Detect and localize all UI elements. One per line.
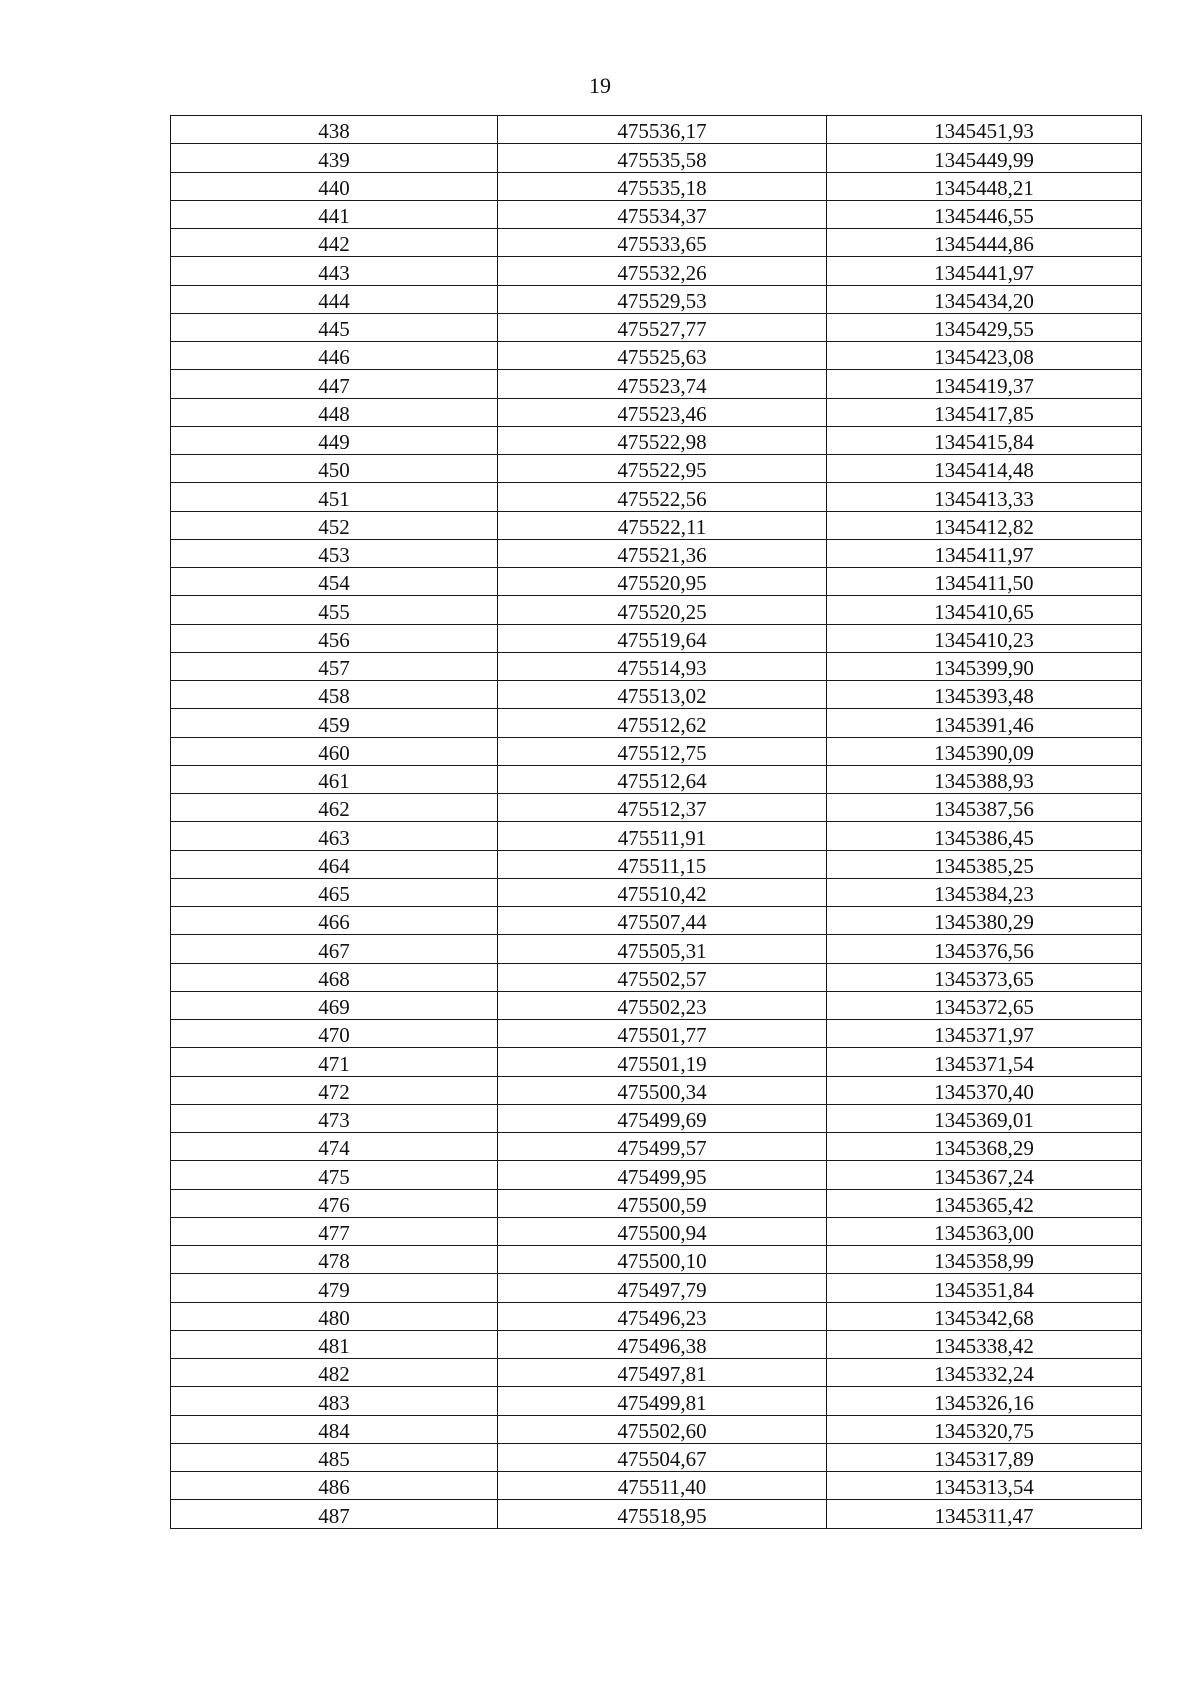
- x-coordinate-cell: 475525,63: [498, 342, 827, 370]
- x-coordinate-cell: 475536,17: [498, 116, 827, 144]
- y-coordinate-cell: 1345351,84: [827, 1274, 1142, 1302]
- point-number-cell: 469: [171, 991, 498, 1019]
- x-coordinate-cell: 475499,69: [498, 1104, 827, 1132]
- point-number-cell: 474: [171, 1133, 498, 1161]
- x-coordinate-cell: 475522,95: [498, 455, 827, 483]
- x-coordinate-cell: 475507,44: [498, 907, 827, 935]
- y-coordinate-cell: 1345449,99: [827, 144, 1142, 172]
- y-coordinate-cell: 1345390,09: [827, 737, 1142, 765]
- y-coordinate-cell: 1345419,37: [827, 370, 1142, 398]
- y-coordinate-cell: 1345367,24: [827, 1161, 1142, 1189]
- x-coordinate-cell: 475511,40: [498, 1472, 827, 1500]
- x-coordinate-cell: 475501,19: [498, 1048, 827, 1076]
- y-coordinate-cell: 1345358,99: [827, 1246, 1142, 1274]
- y-coordinate-cell: 1345342,68: [827, 1302, 1142, 1330]
- point-number-cell: 485: [171, 1443, 498, 1471]
- point-number-cell: 438: [171, 116, 498, 144]
- table-row: [171, 963, 1142, 991]
- table-row: [171, 1246, 1142, 1274]
- table-row: [171, 426, 1142, 454]
- y-coordinate-cell: 1345368,29: [827, 1133, 1142, 1161]
- x-coordinate-cell: 475522,11: [498, 511, 827, 539]
- y-coordinate-cell: 1345372,65: [827, 991, 1142, 1019]
- y-coordinate-cell: 1345370,40: [827, 1076, 1142, 1104]
- point-number-cell: 465: [171, 878, 498, 906]
- y-coordinate-cell: 1345386,45: [827, 822, 1142, 850]
- x-coordinate-cell: 475527,77: [498, 313, 827, 341]
- point-number-cell: 475: [171, 1161, 498, 1189]
- point-number-cell: 462: [171, 794, 498, 822]
- table-row: [171, 907, 1142, 935]
- point-number-cell: 487: [171, 1500, 498, 1528]
- table-row: [171, 1500, 1142, 1528]
- y-coordinate-cell: 1345388,93: [827, 765, 1142, 793]
- point-number-cell: 476: [171, 1189, 498, 1217]
- point-number-cell: 470: [171, 1020, 498, 1048]
- table-row: [171, 398, 1142, 426]
- y-coordinate-cell: 1345410,23: [827, 624, 1142, 652]
- x-coordinate-cell: 475497,79: [498, 1274, 827, 1302]
- point-number-cell: 460: [171, 737, 498, 765]
- table-row: [171, 313, 1142, 341]
- x-coordinate-cell: 475534,37: [498, 200, 827, 228]
- point-number-cell: 446: [171, 342, 498, 370]
- x-coordinate-cell: 475513,02: [498, 681, 827, 709]
- x-coordinate-cell: 475502,23: [498, 991, 827, 1019]
- point-number-cell: 444: [171, 285, 498, 313]
- y-coordinate-cell: 1345446,55: [827, 200, 1142, 228]
- table-row: [171, 1443, 1142, 1471]
- y-coordinate-cell: 1345413,33: [827, 483, 1142, 511]
- table-row: [171, 1415, 1142, 1443]
- y-coordinate-cell: 1345412,82: [827, 511, 1142, 539]
- point-number-cell: 463: [171, 822, 498, 850]
- y-coordinate-cell: 1345365,42: [827, 1189, 1142, 1217]
- table-row: [171, 935, 1142, 963]
- point-number-cell: 461: [171, 765, 498, 793]
- y-coordinate-cell: 1345384,23: [827, 878, 1142, 906]
- x-coordinate-cell: 475511,15: [498, 850, 827, 878]
- point-number-cell: 464: [171, 850, 498, 878]
- x-coordinate-cell: 475518,95: [498, 1500, 827, 1528]
- y-coordinate-cell: 1345434,20: [827, 285, 1142, 313]
- point-number-cell: 486: [171, 1472, 498, 1500]
- y-coordinate-cell: 1345391,46: [827, 709, 1142, 737]
- y-coordinate-cell: 1345448,21: [827, 172, 1142, 200]
- x-coordinate-cell: 475512,62: [498, 709, 827, 737]
- table-row: [171, 1359, 1142, 1387]
- y-coordinate-cell: 1345399,90: [827, 652, 1142, 680]
- y-coordinate-cell: 1345369,01: [827, 1104, 1142, 1132]
- y-coordinate-cell: 1345451,93: [827, 116, 1142, 144]
- point-number-cell: 455: [171, 596, 498, 624]
- table-row: [171, 285, 1142, 313]
- x-coordinate-cell: 475512,75: [498, 737, 827, 765]
- y-coordinate-cell: 1345311,47: [827, 1500, 1142, 1528]
- x-coordinate-cell: 475512,64: [498, 765, 827, 793]
- table-row: [171, 765, 1142, 793]
- x-coordinate-cell: 475520,95: [498, 568, 827, 596]
- x-coordinate-cell: 475511,91: [498, 822, 827, 850]
- x-coordinate-cell: 475505,31: [498, 935, 827, 963]
- y-coordinate-cell: 1345417,85: [827, 398, 1142, 426]
- y-coordinate-cell: 1345313,54: [827, 1472, 1142, 1500]
- point-number-cell: 442: [171, 229, 498, 257]
- point-number-cell: 454: [171, 568, 498, 596]
- table-row: [171, 737, 1142, 765]
- table-row: [171, 1189, 1142, 1217]
- y-coordinate-cell: 1345371,54: [827, 1048, 1142, 1076]
- point-number-cell: 451: [171, 483, 498, 511]
- point-number-cell: 440: [171, 172, 498, 200]
- page-number: 19: [589, 73, 611, 98]
- coordinates-table: [170, 115, 1142, 1529]
- y-coordinate-cell: 1345441,97: [827, 257, 1142, 285]
- x-coordinate-cell: 475512,37: [498, 794, 827, 822]
- table-row: [171, 794, 1142, 822]
- table-row: [171, 1133, 1142, 1161]
- x-coordinate-cell: 475502,57: [498, 963, 827, 991]
- y-coordinate-cell: 1345332,24: [827, 1359, 1142, 1387]
- x-coordinate-cell: 475500,94: [498, 1217, 827, 1245]
- y-coordinate-cell: 1345393,48: [827, 681, 1142, 709]
- table-row: [171, 596, 1142, 624]
- y-coordinate-cell: 1345423,08: [827, 342, 1142, 370]
- table-row: [171, 257, 1142, 285]
- table-row: [171, 652, 1142, 680]
- point-number-cell: 483: [171, 1387, 498, 1415]
- x-coordinate-cell: 475522,56: [498, 483, 827, 511]
- point-number-cell: 441: [171, 200, 498, 228]
- x-coordinate-cell: 475532,26: [498, 257, 827, 285]
- table-row: [171, 370, 1142, 398]
- point-number-cell: 459: [171, 709, 498, 737]
- point-number-cell: 472: [171, 1076, 498, 1104]
- point-number-cell: 450: [171, 455, 498, 483]
- table-row: [171, 1274, 1142, 1302]
- table-row: [171, 1217, 1142, 1245]
- table-row: [171, 709, 1142, 737]
- coordinates-table-body: [171, 116, 1142, 1529]
- y-coordinate-cell: 1345373,65: [827, 963, 1142, 991]
- x-coordinate-cell: 475501,77: [498, 1020, 827, 1048]
- x-coordinate-cell: 475500,34: [498, 1076, 827, 1104]
- table-row: [171, 1330, 1142, 1358]
- point-number-cell: 448: [171, 398, 498, 426]
- x-coordinate-cell: 475529,53: [498, 285, 827, 313]
- point-number-cell: 471: [171, 1048, 498, 1076]
- table-row: [171, 681, 1142, 709]
- point-number-cell: 452: [171, 511, 498, 539]
- point-number-cell: 443: [171, 257, 498, 285]
- point-number-cell: 458: [171, 681, 498, 709]
- point-number-cell: 473: [171, 1104, 498, 1132]
- x-coordinate-cell: 475500,59: [498, 1189, 827, 1217]
- table-row: [171, 539, 1142, 567]
- y-coordinate-cell: 1345338,42: [827, 1330, 1142, 1358]
- x-coordinate-cell: 475504,67: [498, 1443, 827, 1471]
- table-row: [171, 822, 1142, 850]
- x-coordinate-cell: 475496,23: [498, 1302, 827, 1330]
- y-coordinate-cell: 1345371,97: [827, 1020, 1142, 1048]
- table-row: [171, 172, 1142, 200]
- table-row: [171, 1472, 1142, 1500]
- y-coordinate-cell: 1345385,25: [827, 850, 1142, 878]
- point-number-cell: 456: [171, 624, 498, 652]
- table-row: [171, 342, 1142, 370]
- table-row: [171, 1302, 1142, 1330]
- table-row: [171, 116, 1142, 144]
- y-coordinate-cell: 1345429,55: [827, 313, 1142, 341]
- x-coordinate-cell: 475500,10: [498, 1246, 827, 1274]
- y-coordinate-cell: 1345387,56: [827, 794, 1142, 822]
- table-row: [171, 455, 1142, 483]
- x-coordinate-cell: 475496,38: [498, 1330, 827, 1358]
- x-coordinate-cell: 475521,36: [498, 539, 827, 567]
- x-coordinate-cell: 475497,81: [498, 1359, 827, 1387]
- table-row: [171, 991, 1142, 1019]
- point-number-cell: 449: [171, 426, 498, 454]
- point-number-cell: 447: [171, 370, 498, 398]
- table-row: [171, 200, 1142, 228]
- x-coordinate-cell: 475499,81: [498, 1387, 827, 1415]
- point-number-cell: 481: [171, 1330, 498, 1358]
- point-number-cell: 482: [171, 1359, 498, 1387]
- y-coordinate-cell: 1345410,65: [827, 596, 1142, 624]
- table-row: [171, 624, 1142, 652]
- x-coordinate-cell: 475522,98: [498, 426, 827, 454]
- table-row: [171, 1076, 1142, 1104]
- table-row: [171, 850, 1142, 878]
- y-coordinate-cell: 1345444,86: [827, 229, 1142, 257]
- table-row: [171, 511, 1142, 539]
- point-number-cell: 478: [171, 1246, 498, 1274]
- y-coordinate-cell: 1345326,16: [827, 1387, 1142, 1415]
- x-coordinate-cell: 475519,64: [498, 624, 827, 652]
- y-coordinate-cell: 1345376,56: [827, 935, 1142, 963]
- table-row: [171, 483, 1142, 511]
- table-row: [171, 878, 1142, 906]
- x-coordinate-cell: 475502,60: [498, 1415, 827, 1443]
- y-coordinate-cell: 1345380,29: [827, 907, 1142, 935]
- table-row: [171, 1020, 1142, 1048]
- point-number-cell: 453: [171, 539, 498, 567]
- point-number-cell: 468: [171, 963, 498, 991]
- y-coordinate-cell: 1345414,48: [827, 455, 1142, 483]
- x-coordinate-cell: 475535,18: [498, 172, 827, 200]
- x-coordinate-cell: 475514,93: [498, 652, 827, 680]
- table-row: [171, 1161, 1142, 1189]
- table-row: [171, 568, 1142, 596]
- table-row: [171, 1048, 1142, 1076]
- y-coordinate-cell: 1345411,97: [827, 539, 1142, 567]
- x-coordinate-cell: 475510,42: [498, 878, 827, 906]
- table-row: [171, 1104, 1142, 1132]
- point-number-cell: 439: [171, 144, 498, 172]
- point-number-cell: 477: [171, 1217, 498, 1245]
- x-coordinate-cell: 475523,46: [498, 398, 827, 426]
- point-number-cell: 445: [171, 313, 498, 341]
- y-coordinate-cell: 1345320,75: [827, 1415, 1142, 1443]
- point-number-cell: 479: [171, 1274, 498, 1302]
- table-row: [171, 144, 1142, 172]
- x-coordinate-cell: 475499,57: [498, 1133, 827, 1161]
- x-coordinate-cell: 475533,65: [498, 229, 827, 257]
- x-coordinate-cell: 475535,58: [498, 144, 827, 172]
- y-coordinate-cell: 1345411,50: [827, 568, 1142, 596]
- x-coordinate-cell: 475499,95: [498, 1161, 827, 1189]
- x-coordinate-cell: 475520,25: [498, 596, 827, 624]
- point-number-cell: 480: [171, 1302, 498, 1330]
- table-row: [171, 229, 1142, 257]
- x-coordinate-cell: 475523,74: [498, 370, 827, 398]
- point-number-cell: 466: [171, 907, 498, 935]
- table-row: [171, 1387, 1142, 1415]
- y-coordinate-cell: 1345317,89: [827, 1443, 1142, 1471]
- point-number-cell: 467: [171, 935, 498, 963]
- y-coordinate-cell: 1345415,84: [827, 426, 1142, 454]
- point-number-cell: 457: [171, 652, 498, 680]
- point-number-cell: 484: [171, 1415, 498, 1443]
- y-coordinate-cell: 1345363,00: [827, 1217, 1142, 1245]
